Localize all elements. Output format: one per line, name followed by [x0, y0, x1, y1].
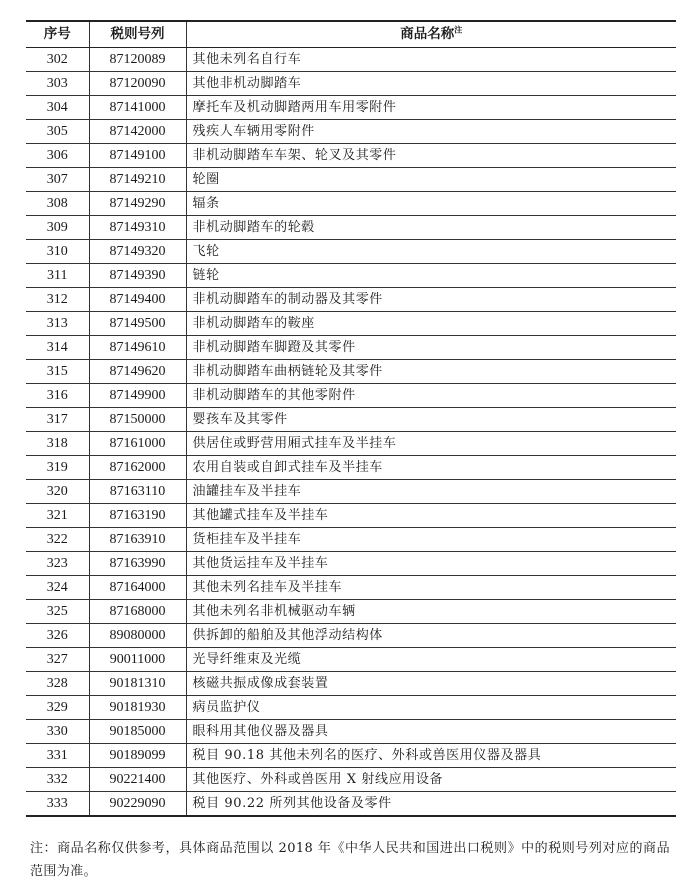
cell-serial-number: 307	[26, 168, 89, 192]
table-row	[26, 216, 676, 240]
cell-tariff-code: 87120089	[89, 48, 186, 72]
cell-serial-number: 333	[46, 796, 68, 811]
table-row	[26, 120, 676, 144]
cell-tariff-code: 90185000	[89, 720, 186, 744]
cell-serial-number: 320	[26, 480, 89, 504]
cell-product-name: 税目 90.18 其他未列名的医疗、外科或兽医用仪器及器具	[186, 744, 676, 768]
table-body	[26, 48, 676, 817]
header-product-name	[186, 21, 676, 48]
cell-product-name: 其他货运挂车及半挂车	[186, 552, 676, 576]
cell-tariff-code: 90229090	[89, 792, 186, 817]
cell-serial-number: 328	[26, 672, 89, 696]
cell-serial-number: 314	[26, 336, 89, 360]
table-row	[26, 48, 676, 72]
cell-product-name: 摩托车及机动脚踏两用车用零附件	[186, 96, 676, 120]
cell-serial-number: 310	[26, 240, 89, 264]
table-row	[26, 648, 676, 672]
cell-product-name: 税目 90.22 所列其他设备及零件	[186, 792, 676, 817]
cell-tariff-code: 87149210	[89, 168, 186, 192]
cell-product-name: 眼科用其他仪器及器具	[186, 720, 676, 744]
table-row	[26, 720, 676, 744]
table-row	[26, 288, 676, 312]
cell-serial-number: 306	[26, 144, 89, 168]
header-tariff-code: 税则号列	[89, 21, 186, 48]
cell-product-name: 非机动脚踏车的鞍座	[186, 312, 676, 336]
table-row	[26, 600, 676, 624]
table-row	[26, 672, 676, 696]
cell-product-name: 辐条	[186, 192, 676, 216]
cell-product-name: 供拆卸的船舶及其他浮动结构体	[186, 624, 676, 648]
cell-tariff-code: 90181930	[89, 696, 186, 720]
cell-tariff-code: 87149390	[89, 264, 186, 288]
table-header-row	[26, 21, 676, 48]
cell-tariff-code: 87164000	[89, 576, 186, 600]
cell-product-name: 其他未列名非机械驱动车辆	[186, 600, 676, 624]
cell-tariff-code: 87163190	[89, 504, 186, 528]
cell-serial-number: 316	[26, 384, 89, 408]
cell-serial-number: 309	[26, 216, 89, 240]
cell-serial-number: 304	[26, 96, 89, 120]
table-row	[26, 408, 676, 432]
table-row	[26, 480, 676, 504]
cell-tariff-code: 87149290	[89, 192, 186, 216]
cell-serial-number: 331	[26, 744, 89, 768]
table-row	[26, 504, 676, 528]
cell-tariff-code: 87120090	[89, 72, 186, 96]
cell-product-name: 非机动脚踏车的其他零附件	[186, 384, 676, 408]
cell-product-name: 其他非机动脚踏车	[186, 72, 676, 96]
table-row	[26, 384, 676, 408]
cell-product-name: 其他罐式挂车及半挂车	[186, 504, 676, 528]
header-note-marker: 注	[454, 25, 463, 35]
cell-serial-number: 323	[26, 552, 89, 576]
cell-serial-number: 313	[26, 312, 89, 336]
cell-tariff-code: 87149500	[89, 312, 186, 336]
cell-serial-number: 302	[26, 48, 89, 72]
cell-product-name: 农用自装或自卸式挂车及半挂车	[186, 456, 676, 480]
cell-serial-number: 324	[26, 576, 89, 600]
document-page	[26, 20, 676, 896]
cell-serial-number: 325	[26, 600, 89, 624]
cell-product-name: 非机动脚踏车的制动器及其零件	[186, 288, 676, 312]
table-row	[26, 192, 676, 216]
table-row	[26, 456, 676, 480]
cell-tariff-code: 87141000	[89, 96, 186, 120]
cell-serial-number: 321	[26, 504, 89, 528]
table-row	[26, 552, 676, 576]
cell-product-name: 其他未列名自行车	[186, 48, 676, 72]
table-row	[26, 240, 676, 264]
cell-serial-number: 317	[26, 408, 89, 432]
cell-tariff-code: 87149320	[89, 240, 186, 264]
cell-serial-number: 329	[26, 696, 89, 720]
cell-serial-number: 326	[26, 624, 89, 648]
cell-tariff-code: 90221400	[89, 768, 186, 792]
cell-serial-number: 322	[26, 528, 89, 552]
cell-product-name: 非机动脚踏车车架、轮叉及其零件	[186, 144, 676, 168]
cell-tariff-code: 87149900	[89, 384, 186, 408]
table-row	[26, 624, 676, 648]
cell-product-name: 核磁共振成像成套装置	[186, 672, 676, 696]
cell-tariff-code: 87149100	[89, 144, 186, 168]
cell-tariff-code: 87163110	[89, 480, 186, 504]
cell-serial-number: 305	[26, 120, 89, 144]
cell-serial-number: 318	[26, 432, 89, 456]
header-serial-number: 序号	[26, 21, 89, 48]
cell-product-name: 货柜挂车及半挂车	[186, 528, 676, 552]
table-row	[26, 792, 676, 817]
cell-tariff-code: 87161000	[89, 432, 186, 456]
cell-tariff-code: 87142000	[89, 120, 186, 144]
cell-tariff-code: 87150000	[89, 408, 186, 432]
cell-serial-number: 308	[26, 192, 89, 216]
cell-tariff-code: 87163990	[89, 552, 186, 576]
table-row	[26, 312, 676, 336]
table-row	[26, 336, 676, 360]
cell-serial-number: 332	[26, 768, 89, 792]
cell-product-name: 婴孩车及其零件	[186, 408, 676, 432]
cell-product-name: 非机动脚踏车脚蹬及其零件	[186, 336, 676, 360]
cell-product-name: 残疾人车辆用零附件	[186, 120, 676, 144]
header-product-name-text: 商品名称	[400, 26, 455, 42]
table-row	[26, 72, 676, 96]
table-row	[26, 144, 676, 168]
cell-product-name: 供居住或野营用厢式挂车及半挂车	[186, 432, 676, 456]
cell-tariff-code: 90011000	[89, 648, 186, 672]
cell-tariff-code: 87162000	[89, 456, 186, 480]
cell-tariff-code: 87149610	[89, 336, 186, 360]
cell-product-name: 其他未列名挂车及半挂车	[186, 576, 676, 600]
cell-tariff-code: 89080000	[89, 624, 186, 648]
table-row	[26, 768, 676, 792]
cell-product-name: 飞轮	[186, 240, 676, 264]
cell-serial-number: 327	[26, 648, 89, 672]
cell-serial-number: 315	[26, 360, 89, 384]
table-row	[26, 744, 676, 768]
table-row	[26, 576, 676, 600]
cell-tariff-code: 87149310	[89, 216, 186, 240]
cell-product-name: 油罐挂车及半挂车	[186, 480, 676, 504]
cell-product-name: 光导纤维束及光缆	[186, 648, 676, 672]
cell-serial-number: 312	[26, 288, 89, 312]
table-row	[26, 432, 676, 456]
table-row	[26, 264, 676, 288]
cell-product-name: 非机动脚踏车的轮毂	[186, 216, 676, 240]
table-row	[26, 96, 676, 120]
cell-product-name: 其他医疗、外科或兽医用 X 射线应用设备	[186, 768, 676, 792]
cell-serial-number: 311	[26, 264, 89, 288]
table-row	[26, 528, 676, 552]
cell-tariff-code: 87149400	[89, 288, 186, 312]
tariff-table	[26, 20, 676, 817]
cell-product-name: 链轮	[186, 264, 676, 288]
cell-serial-number: 330	[26, 720, 89, 744]
cell-tariff-code: 87149620	[89, 360, 186, 384]
cell-tariff-code: 90189099	[89, 744, 186, 768]
table-row	[26, 696, 676, 720]
cell-product-name: 轮圈	[186, 168, 676, 192]
cell-serial-number: 319	[26, 456, 89, 480]
cell-serial-number: 303	[26, 72, 89, 96]
cell-product-name: 病员监护仪	[186, 696, 676, 720]
cell-tariff-code: 87168000	[89, 600, 186, 624]
cell-tariff-code: 90181310	[89, 672, 186, 696]
cell-tariff-code: 87163910	[89, 528, 186, 552]
cell-product-name: 非机动脚踏车曲柄链轮及其零件	[186, 360, 676, 384]
footnote: 注：商品名称仅供参考，具体商品范围以 2018 年《中华人民共和国进出口税则》中的税则号列对应的商品范围为准。	[30, 841, 670, 879]
table-row	[26, 360, 676, 384]
table-row	[26, 168, 676, 192]
